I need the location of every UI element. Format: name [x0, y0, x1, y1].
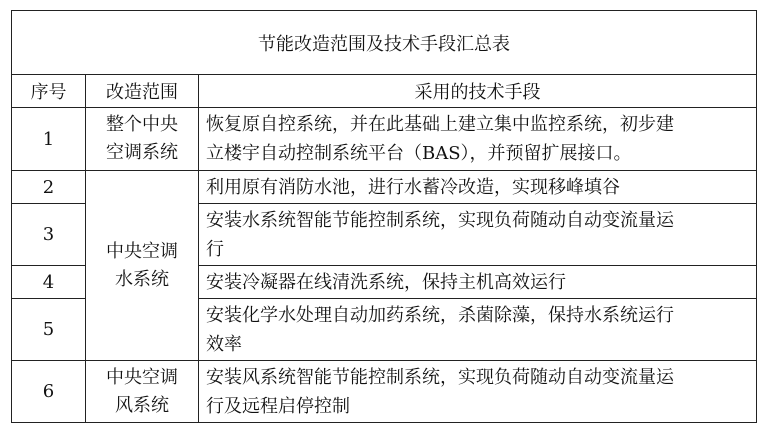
row-means: [199, 108, 757, 171]
row-means: [199, 361, 757, 423]
header-no: 序号: [12, 75, 86, 108]
title-row: [12, 11, 757, 75]
table-row: [12, 171, 757, 204]
header-scope: 改造范围: [86, 75, 199, 108]
scope-line: 风系统: [115, 394, 169, 416]
means-line: 立楼宇自动控制系统平台（BAS），并预留扩展接口。: [206, 143, 632, 164]
scope-line: 中央空调: [106, 240, 178, 262]
table-title: 节能改造范围及技术手段汇总表: [12, 11, 757, 75]
row-scope: [86, 108, 199, 171]
row-no: 6: [12, 361, 86, 423]
means-line: 安装水系统智能节能控制系统，实现负荷随动自动变流量运: [206, 209, 674, 231]
means-line: 行及远程启停控制: [206, 395, 350, 417]
means-line: 安装化学水处理自动加药系统，杀菌除藻，保持水系统运行: [206, 304, 674, 326]
summary-table: [11, 10, 757, 423]
row-means: [199, 204, 757, 266]
row-no: 1: [12, 108, 86, 171]
row-means: [199, 266, 757, 299]
means-line: 利用原有消防水池，进行水蓄冷改造，实现移峰填谷: [206, 176, 620, 198]
scope-line: 水系统: [115, 268, 169, 290]
row-no: 2: [12, 171, 86, 204]
header-means: 采用的技术手段: [199, 75, 757, 108]
row-means: [199, 299, 757, 361]
table-row: [12, 361, 757, 423]
means-line: 安装冷凝器在线清洗系统，保持主机高效运行: [206, 271, 566, 293]
header-row: [12, 75, 757, 108]
merged-scope: [86, 171, 199, 361]
means-line: 效率: [206, 333, 242, 355]
scope-line: 整个中央: [106, 114, 178, 135]
means-line: 恢复原自控系统，并在此基础上建立集中监控系统，初步建: [206, 114, 674, 135]
table-row: [12, 108, 757, 171]
row-no: 3: [12, 204, 86, 266]
means-line: 行: [206, 238, 224, 260]
row-no: 4: [12, 266, 86, 299]
row-means: [199, 171, 757, 204]
row-scope: [86, 361, 199, 423]
scope-line: 中央空调: [106, 366, 178, 388]
means-line: 安装风系统智能节能控制系统，实现负荷随动自动变流量运: [206, 366, 674, 388]
row-no: 5: [12, 299, 86, 361]
scope-line: 空调系统: [106, 142, 178, 163]
